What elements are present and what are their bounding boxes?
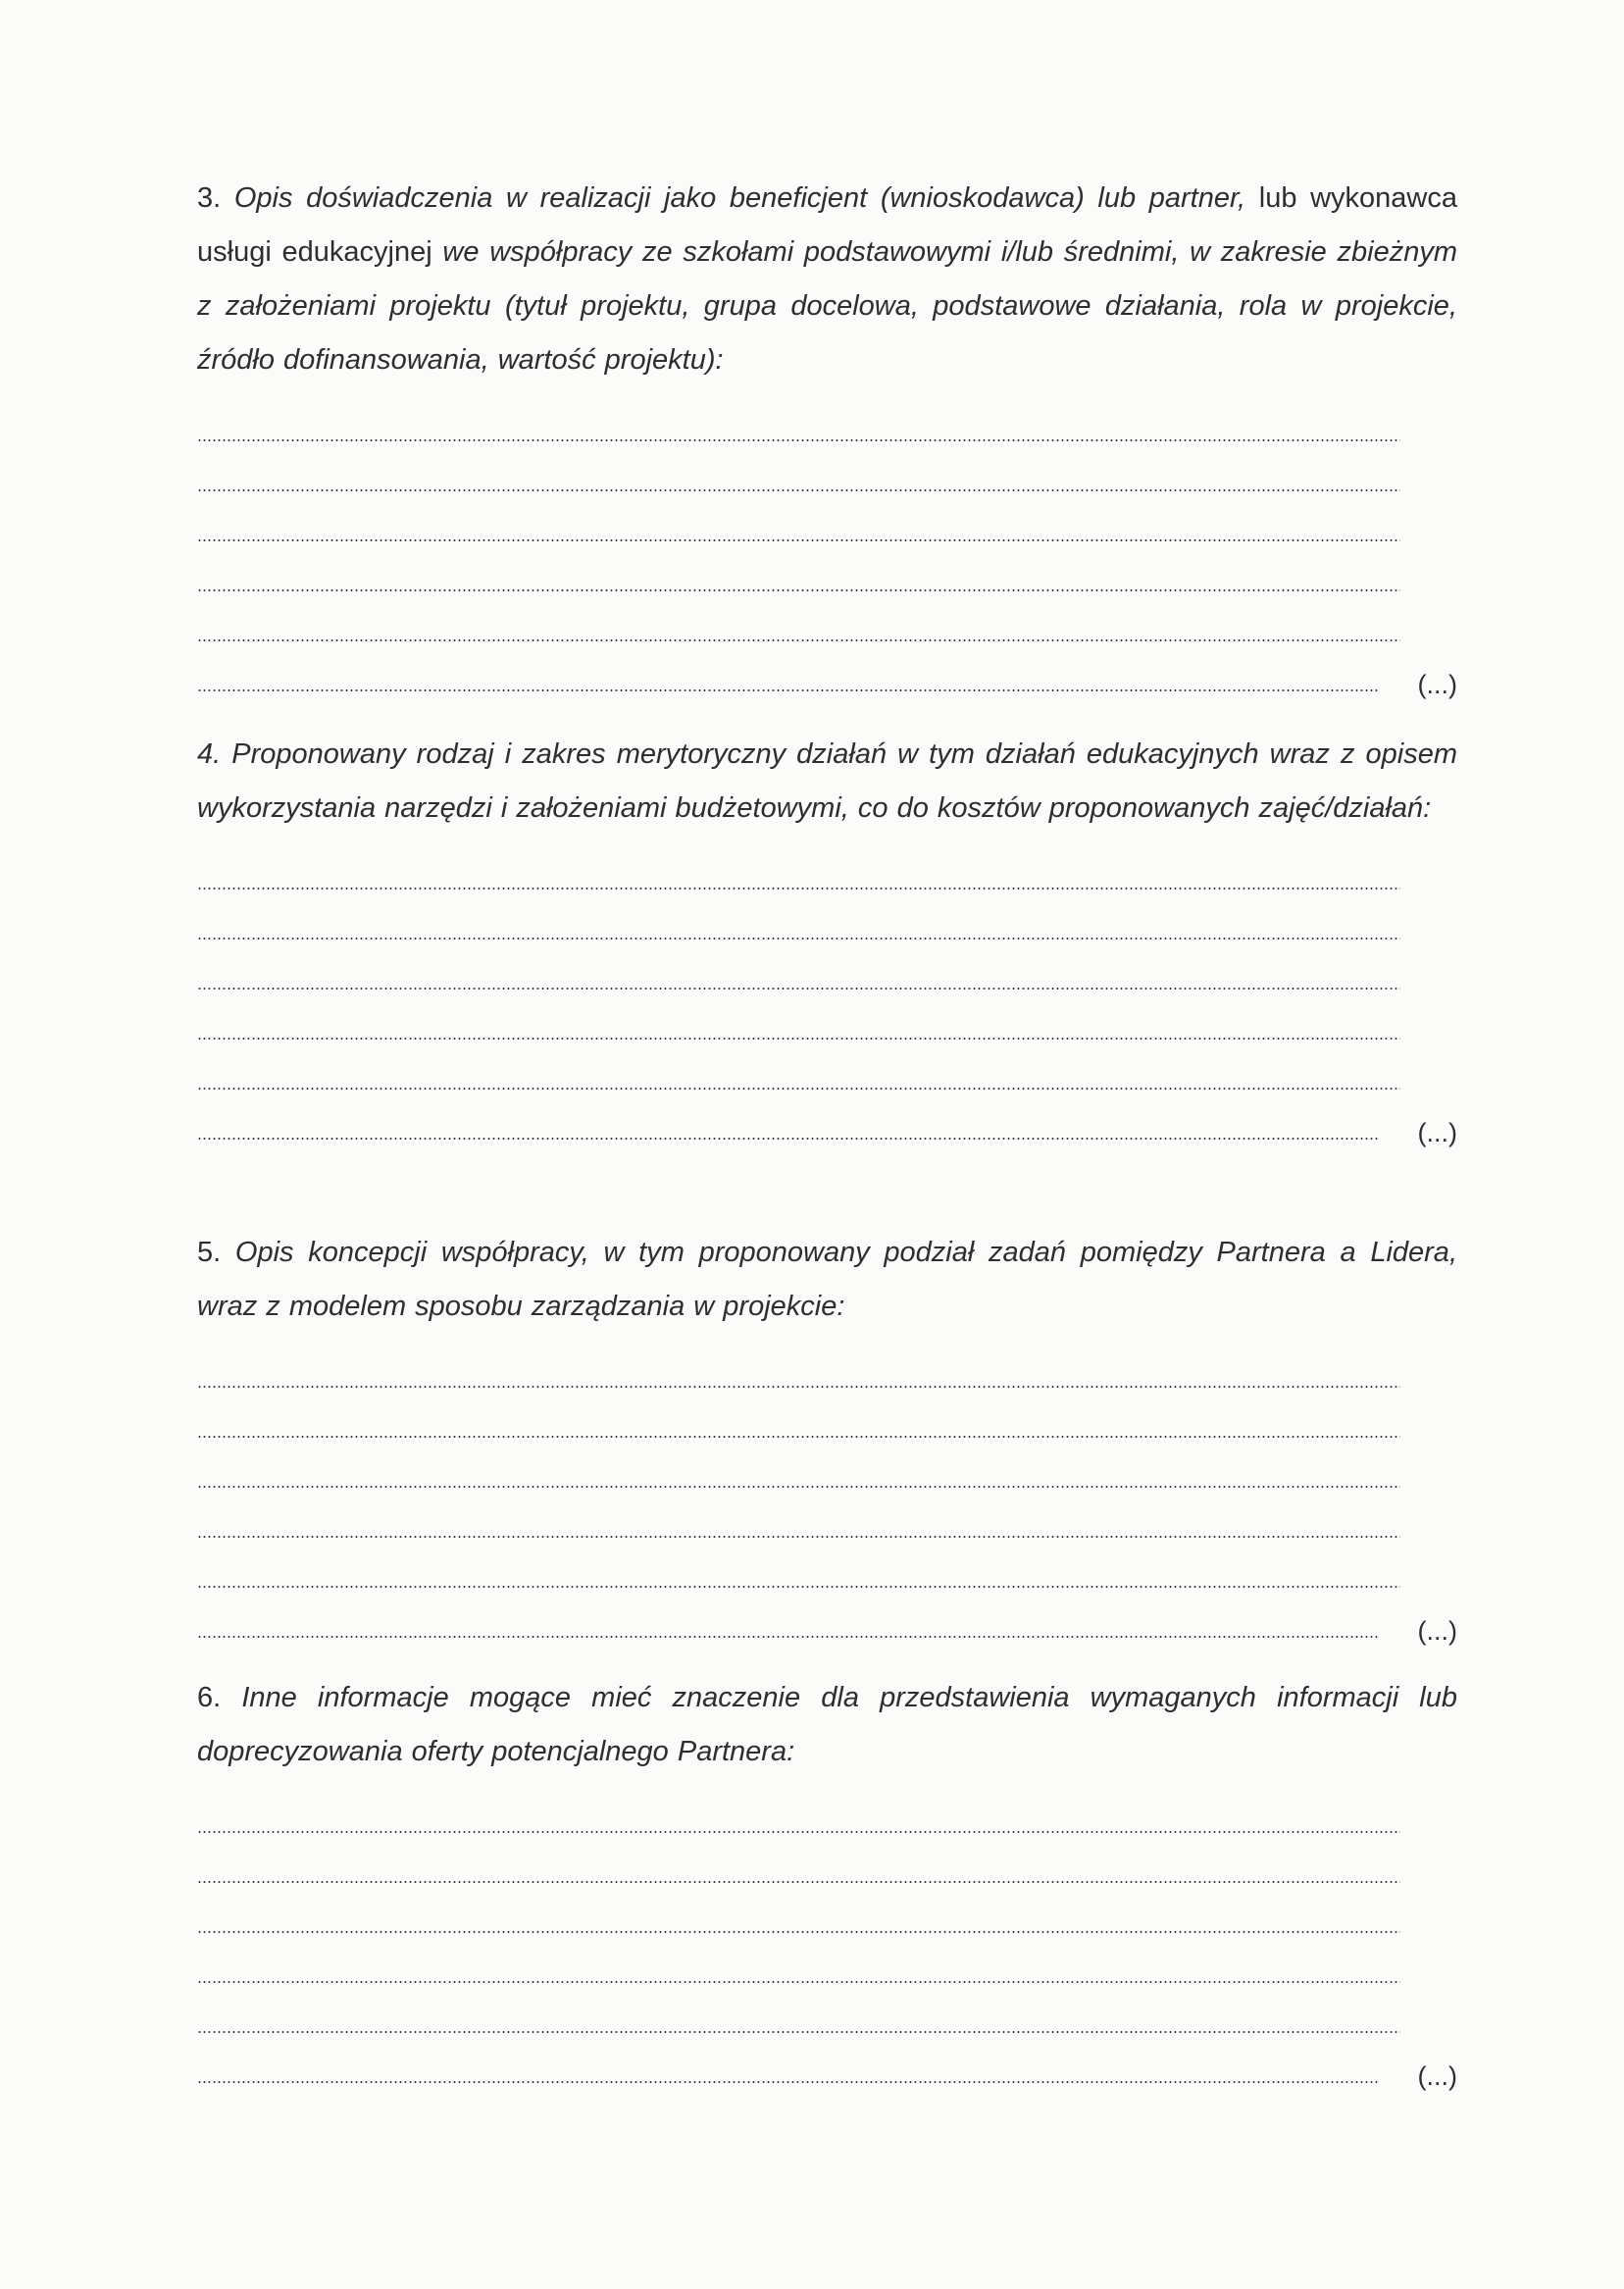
section-6-text: Inne informacje mogące mieć znaczenie dla przedstawienia wymaganych informacji lub doprecyzowania oferty potencjalnego Partnera: [197, 1682, 1457, 1767]
answer-line[interactable] [197, 405, 1400, 455]
answer-line-last[interactable] [197, 1103, 1457, 1153]
section-5-text: Opis koncepcji współpracy, w tym proponowany podział zadań pomiędzy Partnera a Lidera, wraz z modelem sposobu zarządzania w projekcie: [197, 1237, 1457, 1322]
answer-line[interactable] [197, 1351, 1400, 1401]
answer-line-last[interactable] [197, 1602, 1457, 1652]
answer-line[interactable] [197, 1401, 1400, 1451]
answer-line[interactable] [197, 1997, 1400, 2047]
section-6-answer-lines [197, 1797, 1457, 2097]
section-3 [197, 172, 1457, 705]
section-6-heading [197, 1671, 1457, 1779]
answer-line[interactable] [197, 1053, 1400, 1103]
continuation-mark: (...) [1417, 670, 1457, 699]
answer-line-last[interactable] [197, 655, 1457, 705]
answer-line[interactable] [197, 505, 1400, 555]
continuation-mark: (...) [1417, 2061, 1457, 2091]
section-4-text: Proponowany rodzaj i zakres merytoryczny działań w tym działań edukacyjnych wraz z opisem wykorzystania narzędzi i założeniami budżetowymi, co do kosztów proponowanych zajęć/działań: [197, 738, 1458, 824]
answer-line[interactable] [197, 1947, 1400, 1997]
section-6 [197, 1671, 1457, 2097]
section-3-text-part-1: Opis doświadczenia w realizacji jako beneficjent (wnioskodawca) lub partner, [233, 182, 1246, 214]
section-3-text-part-2: lub wykonawca usługi edukacyjnej [197, 182, 1457, 268]
answer-line[interactable] [197, 1451, 1400, 1501]
answer-line[interactable] [197, 1551, 1400, 1602]
section-6-number: 6. [197, 1682, 222, 1713]
section-3-text-part-3: we współpracy ze szkołami podstawowymi i/lub średnimi, w zakresie zbieżnym z założeniami projektu (tytuł projektu, grupa docelowa, podstawowe działania, rola w projekcie, źródło dofinansowania, wartość projektu): [197, 236, 1458, 376]
answer-line[interactable] [197, 455, 1400, 505]
answer-line[interactable] [197, 1897, 1400, 1947]
continuation-mark: (...) [1417, 1616, 1457, 1646]
section-3-heading [197, 172, 1457, 387]
section-5 [197, 1226, 1457, 1652]
answer-line[interactable] [197, 853, 1400, 903]
answer-line[interactable] [197, 1501, 1400, 1551]
section-4-answer-lines [197, 853, 1457, 1153]
answer-line[interactable] [197, 1797, 1400, 1847]
answer-line[interactable] [197, 953, 1400, 1003]
section-4-number: 4. [197, 738, 222, 770]
answer-line[interactable] [197, 1847, 1400, 1897]
answer-line[interactable] [197, 605, 1400, 655]
continuation-mark: (...) [1417, 1118, 1457, 1147]
section-4-heading [197, 728, 1457, 836]
section-3-answer-lines [197, 405, 1457, 705]
section-5-heading [197, 1226, 1457, 1334]
answer-line[interactable] [197, 903, 1400, 953]
section-5-number: 5. [197, 1237, 222, 1268]
answer-line[interactable] [197, 1003, 1400, 1053]
answer-line[interactable] [197, 555, 1400, 605]
section-5-answer-lines [197, 1351, 1457, 1652]
section-3-number: 3. [197, 182, 222, 214]
section-4 [197, 728, 1457, 1153]
answer-line-last[interactable] [197, 2047, 1457, 2097]
